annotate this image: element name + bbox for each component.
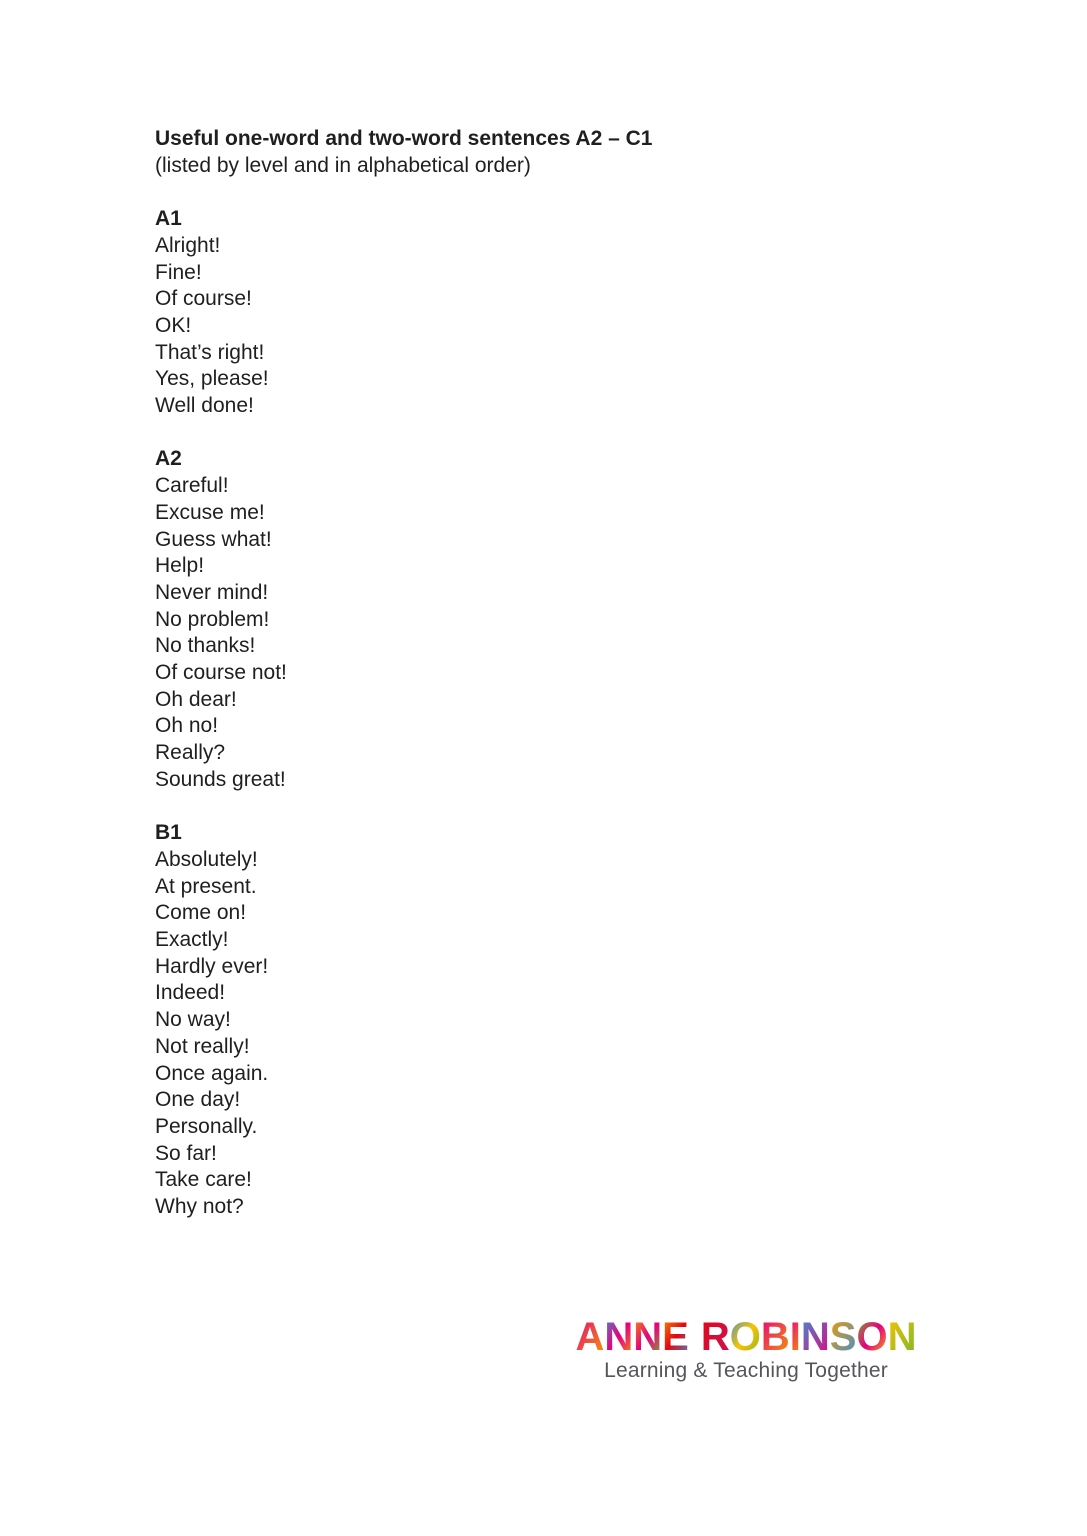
phrase-line: Never mind! xyxy=(155,580,269,604)
logo-letter: N xyxy=(800,1315,830,1359)
logo-letter: R xyxy=(700,1315,730,1359)
logo-letter: N xyxy=(887,1315,917,1359)
phrase-line: Excuse me! xyxy=(155,500,265,524)
phrase-line: At present. xyxy=(155,874,257,898)
sections xyxy=(155,206,652,1221)
logo-letter: O xyxy=(729,1315,761,1359)
phrase-line: Hardly ever! xyxy=(155,954,269,978)
phrase-line: Oh dear! xyxy=(155,687,237,711)
level-heading: B1 xyxy=(155,821,182,845)
phrase-line: No problem! xyxy=(155,607,270,631)
phrase-line: No thanks! xyxy=(155,634,256,658)
phrase-line: One day! xyxy=(155,1088,241,1112)
logo-letter: I xyxy=(789,1315,801,1359)
logo-letter: E xyxy=(662,1315,689,1359)
doc-subtitle: (listed by level and in alphabetical order) xyxy=(155,153,531,177)
phrase-line: That’s right! xyxy=(155,340,265,364)
phrase-line: Exactly! xyxy=(155,928,229,952)
phrase-line: Come on! xyxy=(155,901,247,925)
phrase-line: No way! xyxy=(155,1008,231,1032)
level-section-a1 xyxy=(155,206,652,420)
phrase-line: Sounds great! xyxy=(155,767,286,791)
phrase-line: Careful! xyxy=(155,474,229,498)
phrase-line: Personally. xyxy=(155,1114,258,1138)
logo-tagline: Learning & Teaching Together xyxy=(604,1359,888,1382)
phrase-line: So far! xyxy=(155,1141,217,1165)
phrase-line: OK! xyxy=(155,313,192,337)
phrase-line: Help! xyxy=(155,554,205,578)
phrase-line: Of course! xyxy=(155,287,252,311)
phrase-line: Well done! xyxy=(155,394,254,418)
logo-letter: S xyxy=(829,1315,857,1359)
logo-letter: B xyxy=(760,1315,790,1359)
logo-letter: N xyxy=(633,1315,663,1359)
phrase-line: Yes, please! xyxy=(155,367,269,391)
phrase-line: Oh no! xyxy=(155,714,219,738)
level-heading: A2 xyxy=(155,447,182,471)
phrase-line: Alright! xyxy=(155,233,221,257)
phrase-line: Really? xyxy=(155,741,226,765)
level-section-b1 xyxy=(155,820,652,1221)
doc-title: Useful one-word and two-word sentences A2 – C1 xyxy=(155,127,653,150)
phrase-line: Once again. xyxy=(155,1061,269,1085)
phrase-line: Not really! xyxy=(155,1034,250,1058)
logo-letter: O xyxy=(856,1315,888,1359)
phrase-line: Why not? xyxy=(155,1195,244,1219)
phrase-line: Indeed! xyxy=(155,981,226,1005)
level-section-a2 xyxy=(155,446,652,793)
phrase-line: Of course not! xyxy=(155,661,287,685)
logo-wordmark xyxy=(568,1316,924,1358)
document-content xyxy=(155,126,652,1221)
level-heading: A1 xyxy=(155,207,182,231)
phrase-line: Absolutely! xyxy=(155,847,258,871)
anne-robinson-logo xyxy=(568,1316,924,1383)
phrase-line: Take care! xyxy=(155,1168,252,1192)
phrase-line: Fine! xyxy=(155,260,202,284)
logo-letter: A xyxy=(575,1315,605,1359)
phrase-line: Guess what! xyxy=(155,527,272,551)
logo-letter: N xyxy=(604,1315,634,1359)
